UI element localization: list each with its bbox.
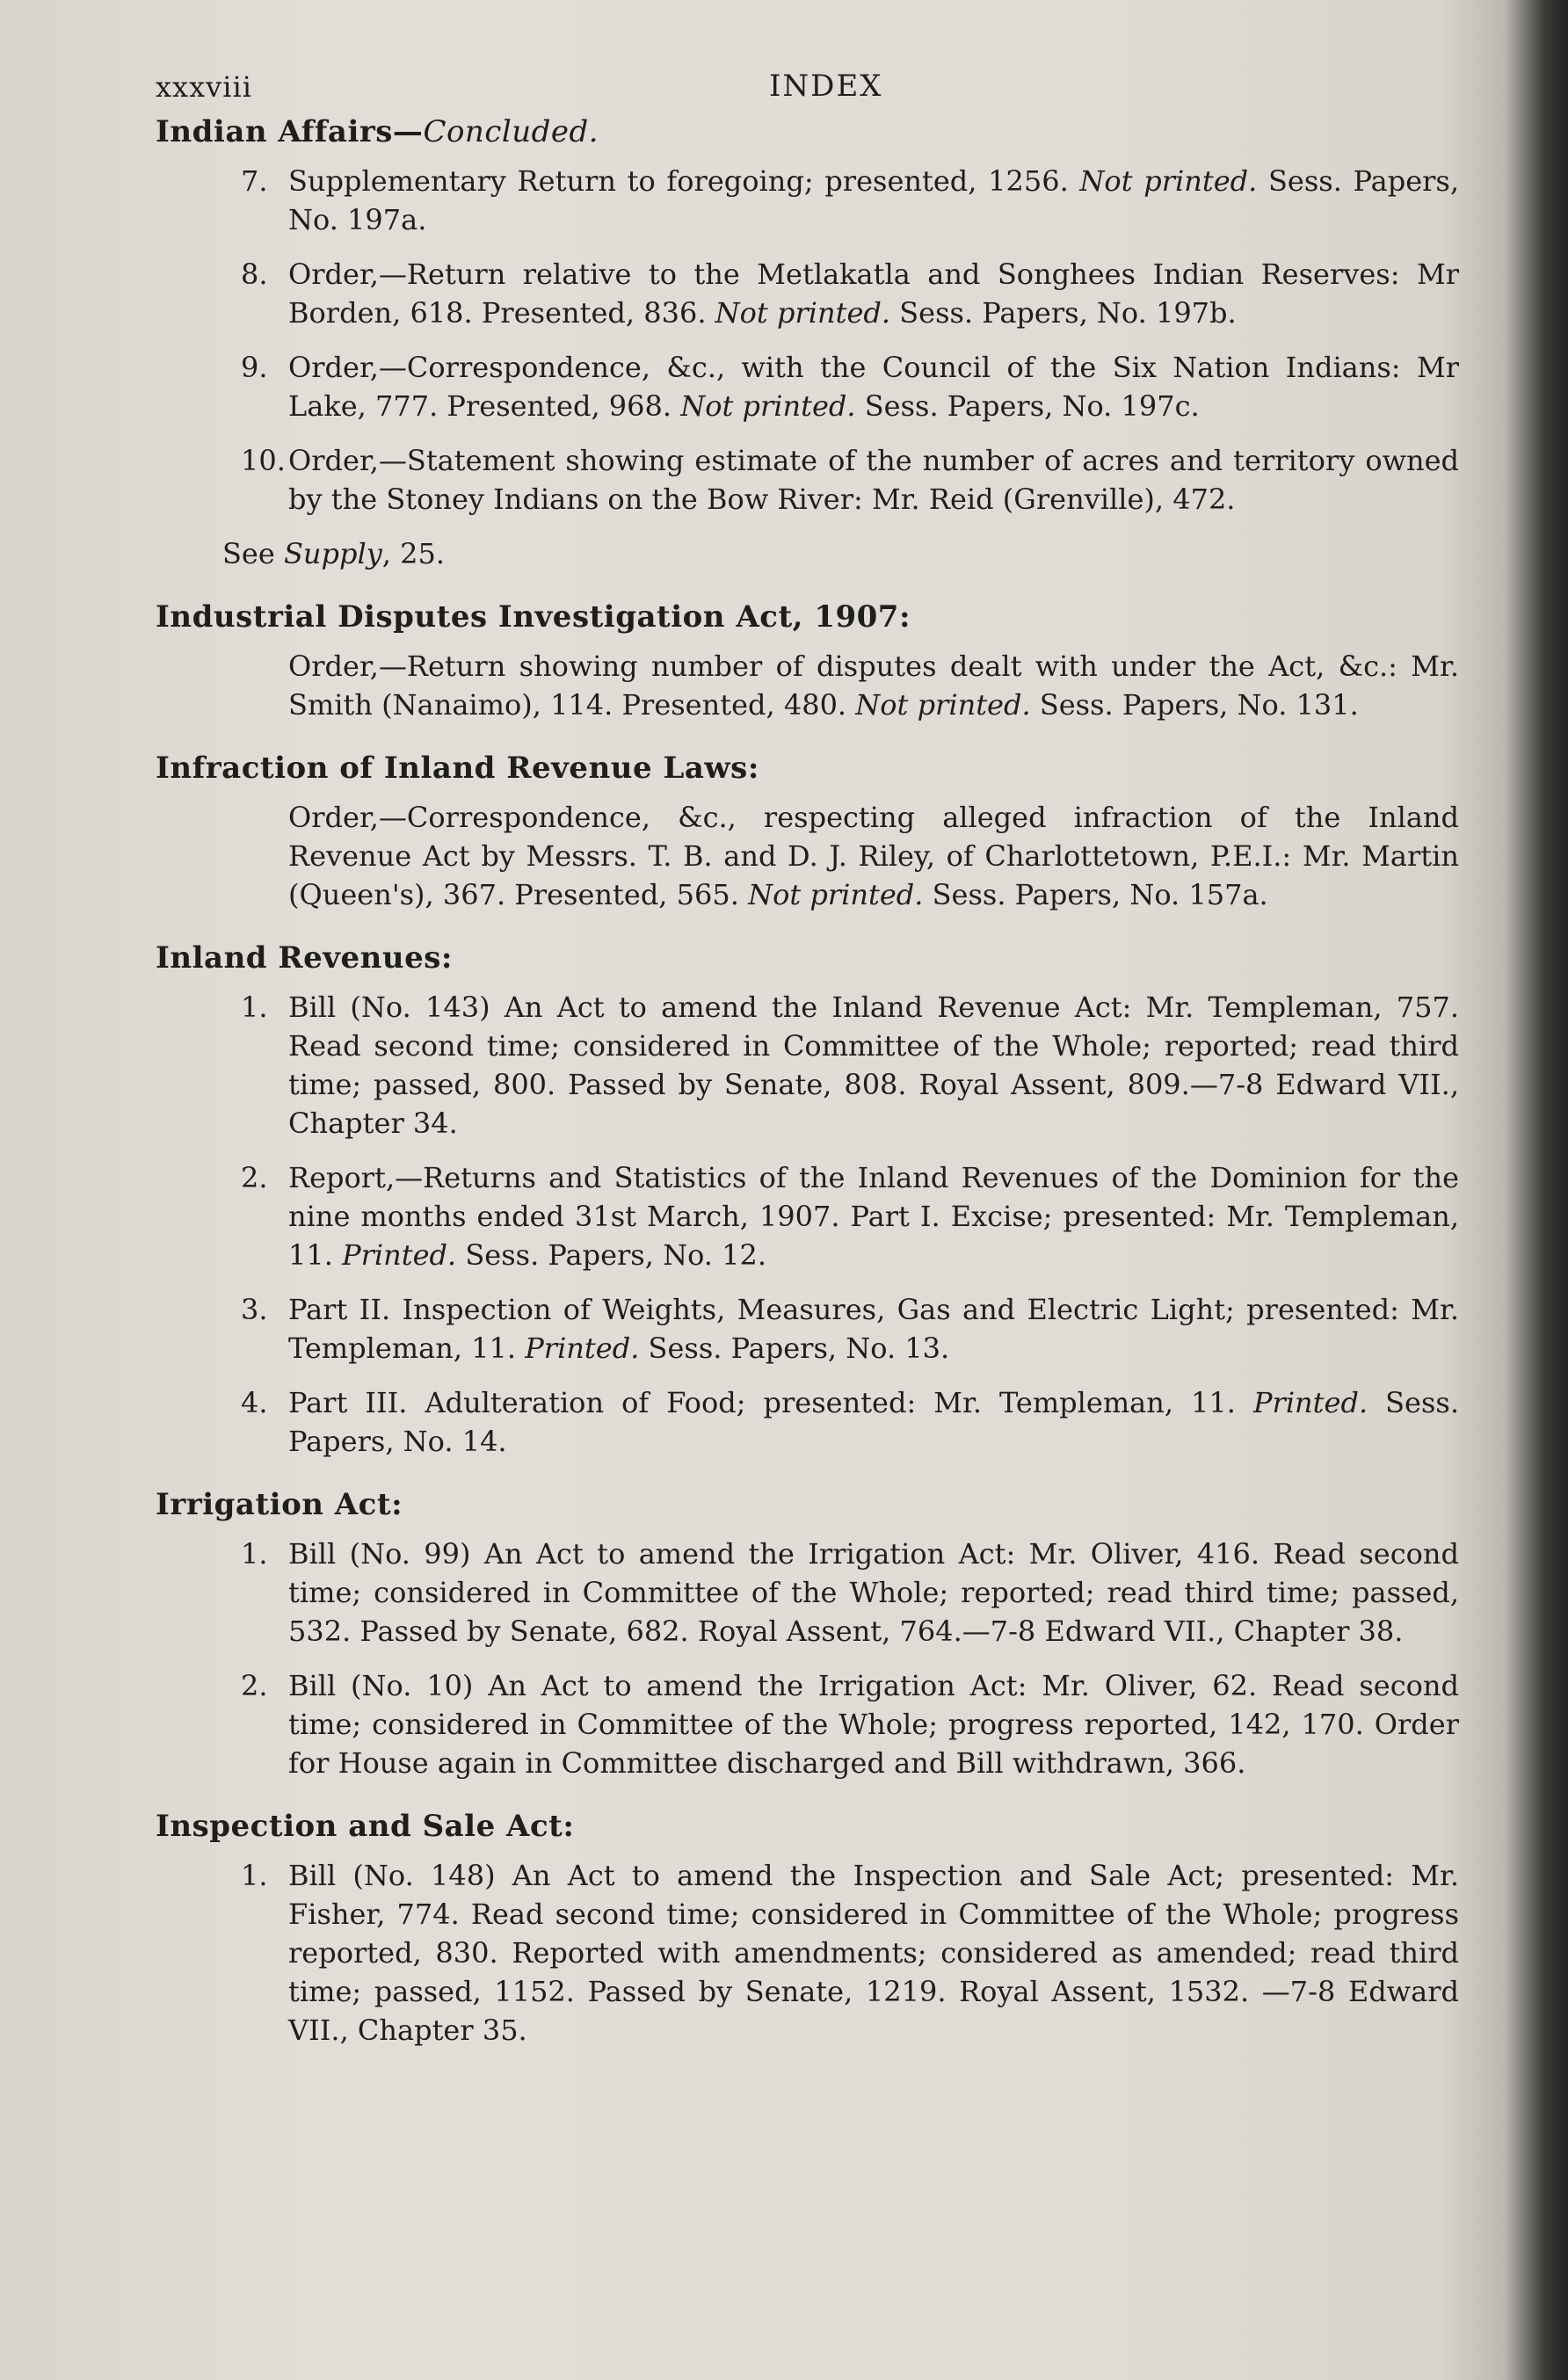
section-heading: Irrigation Act: <box>156 1487 403 1522</box>
index-entry: Order,—Correspondence, &c., respecting alleged infraction of the Inland Revenue Act by Messrs. T. B. and D. J. Riley, of Charlottetown, P.E.I.: Mr. Martin (Queen's), 367. Presented, 565. Not printed. Sess. Papers, No. 157a. <box>288 801 1459 911</box>
index-entry: 2. Report,—Returns and Statistics of the Inland Revenues of the Dominion for the nine months ended 31st March, 1907. Part I. Excise; presented: Mr. Templeman, 11. Printed. Sess. Papers, No. 12. <box>241 1161 1459 1272</box>
index-entry: 2. Bill (No. 10) An Act to amend the Irrigation Act: Mr. Oliver, 62. Read second time; considered in Committee of the Whole; progress reported, 142, 170. Order for House again in Committee discharged and Bill withdrawn, 366. <box>241 1669 1459 1780</box>
section-irrigation-act <box>145 1487 1494 1782</box>
section-heading: Infraction of Inland Revenue Laws: <box>156 751 759 786</box>
index-entry: Order,—Return showing number of disputes dealt with under the Act, &c.: Mr. Smith (Nanaimo), 114. Presented, 480. Not printed. Sess. Papers, No. 131. <box>288 649 1459 722</box>
index-entry: 7. Supplementary Return to foregoing; presented, 1256. Not printed. Sess. Papers, No. 197a. <box>241 164 1460 236</box>
section-heading: Inspection and Sale Act: <box>156 1809 575 1844</box>
index-entry: 9. Order,—Correspondence, &c., with the Council of the Six Nation Indians: Mr Lake, 777. Presented, 968. Not printed. Sess. Papers, No. 197c. <box>241 351 1459 423</box>
index-entry: 10.Order,—Statement showing estimate of the number of acres and territory owned by the Stoney Indians on the Bow River: Mr. Reid (Grenville), 472. <box>241 444 1459 516</box>
page-number: xxxviii <box>156 70 252 104</box>
section-inspection-sale-act <box>145 1809 1494 2050</box>
index-entry: 1. Bill (No. 143) An Act to amend the Inland Revenue Act: Mr. Templeman, 757. Read second time; considered in Committee of the Whole; reported; read third time; passed, 800. Passed by Senate, 808. Royal Assent, 809.—7-8 Edward VII., Chapter 34. <box>241 990 1459 1140</box>
see-reference: See Supply, 25. <box>222 537 446 570</box>
index-entry: 4. Part III. Adulteration of Food; presented: Mr. Templeman, 11. Printed. Sess. Papers, No. 14. <box>241 1386 1460 1458</box>
section-infraction-inland-revenue <box>145 751 1494 914</box>
section-heading: Indian Affairs—Concluded. <box>156 114 599 149</box>
index-entry: 1. Bill (No. 99) An Act to amend the Irrigation Act: Mr. Oliver, 416. Read second time; considered in Committee of the Whole; reported; read third time; passed, 532. Passed by Senate, 682. Royal Assent, 764.—7-8 Edward VII., Chapter 38. <box>241 1537 1459 1648</box>
section-industrial-disputes <box>145 599 1494 724</box>
page-title: INDEX <box>769 69 883 104</box>
section-indian-affairs <box>145 114 1494 573</box>
index-entry: 8. Order,—Return relative to the Metlakatla and Songhees Indian Reserves: Mr Borden, 618. Presented, 836. Not printed. Sess. Papers, No. 197b. <box>241 258 1459 330</box>
section-inland-revenues <box>145 940 1494 1461</box>
index-entry: 1. Bill (No. 148) An Act to amend the Inspection and Sale Act; presented: Mr. Fisher, 774. Read second time; considered in Committee of the Whole; progress reported, 830. Reported with amendments; considered as amended; read third time; passed, 1152. Passed by Senate, 1219. Royal Assent, 1532. —7-8 Edward VII., Chapter 35. <box>241 1859 1459 2047</box>
page-header <box>145 62 1494 114</box>
section-heading: Inland Revenues: <box>156 940 453 976</box>
index-content <box>145 62 1494 2076</box>
section-heading: Industrial Disputes Investigation Act, 1907: <box>156 599 911 635</box>
index-entry: 3. Part II. Inspection of Weights, Measures, Gas and Electric Light; presented: Mr. Templeman, 11. Printed. Sess. Papers, No. 13. <box>241 1293 1459 1365</box>
